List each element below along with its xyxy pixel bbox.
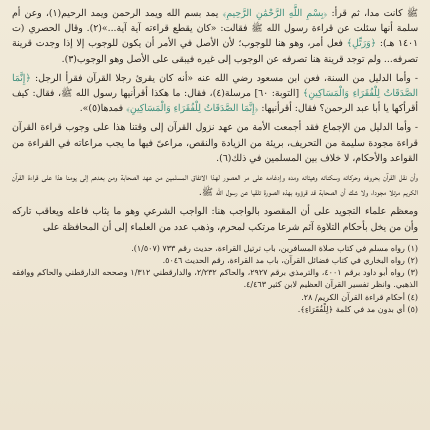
paragraph-text: (٥) xyxy=(88,103,101,115)
body-paragraph xyxy=(12,6,418,67)
paragraph-text: (٢) xyxy=(89,23,102,35)
quran-verse-text: ﴿إِنَّمَا الصَّدَقَاتُ لِلْفُقَرَاءِ وَالْمَسَاكِينِ﴾ xyxy=(126,103,259,115)
paragraph-text: . وقال الحصري (ت ١٤٠١ هـ): xyxy=(12,23,418,50)
paragraph-text: - وأما الدليل من الإجماع فقد أجمعت الأمة من عهد نزول القرآن إلى وقتنا هذا على وجوب قراءة القرآن قراءة مجودة سليمة من التحريف، بريئة من الزيادة والنقص، مراعىً فيها ما يجب مراعاته في القراءة من القواعد والأحكام، لا خلاف بين المسلمين في ذلك xyxy=(12,122,418,164)
paragraph-text: - وأما الدليل من السنة، فعن ابن مسعود رضي الله عنه «أنه كان يقرئ رجلا القرآن فقرأ الرجل: xyxy=(30,72,418,84)
paragraph-text: فمدها xyxy=(100,103,127,115)
quran-verse-text: ﴿بِسْمِ اللَّهِ الرَّحْمَٰنِ الرَّحِيمِ﴾ xyxy=(222,8,328,19)
quran-verse-text: ﴿وَرَتِّلِ﴾ xyxy=(346,38,377,50)
paragraph-text: ، فقال: ما هكذا أقرأنيها رسول الله ﷺ، فقال: كيف أقرأكها يا أبا عبد الرحمن؟ فقال: أقرأنيها: xyxy=(12,88,418,115)
paragraph-text: . xyxy=(61,53,65,65)
paragraph-text: ومعظم علماء التجويد على أن المقصود بالواجب هنا: الواجب الشرعي وهو ما يثاب فاعله ويعاقب تاركه وأن من يخل بأحكام التلاوة آثم شرعا مرتكب لمحرم، وذهب عدد من العلماء إلى أن المحافظة على xyxy=(12,206,418,233)
paragraph-text: فعل أمر، وهو هنا للوجوب؛ لأن الأصل في الأمر أن يكون للوجوب إلا إذا وجدت قرينة تصرفه... ولم توجد قرينة هنا تصرفه عن الوجوب إلى غيره فيبقى على الأصل وهو الوجوب xyxy=(12,38,418,65)
body-paragraph xyxy=(12,120,418,166)
body-text xyxy=(12,6,418,235)
paragraph-text: وأن نقل القرآن بحروفه وحركاته وسكناته وهيئاته ومده وإدغامه على مر العصور لهذا الاتفاق المسلمين من عهد الصحابة ومن بعدهم إلى يومنا هذا على قراءة القرآن الكريم مرتلا مجودا، ولا شك أن الصحابة قد قرؤوه بهذه الصورة تلقيا عن رسول الله ﷺ. xyxy=(12,172,418,199)
paragraph-text: يمد بسم الله ويمد الرحمن ويمد الرحيم xyxy=(61,8,223,19)
footnote-item: (٢) رواه البخاري في كتاب فضائل القرآن، باب مد القراءة، رقم الحديث ٥٠٤٦. xyxy=(162,256,418,266)
footnotes-list xyxy=(12,243,418,316)
body-paragraph xyxy=(12,170,418,200)
footnote-item: (٥) أي بدون مد في كلمة ﴿لِلْفُقَرَاءِ﴾. xyxy=(297,304,418,314)
footnote-item: (٣) رواه أبو داود برقم ٤٠٠١، والترمذي برقم ٢٩٢٧، والحاكم ٢/٢٣٢، والدارقطني ١/٣١٢ وصححه الدارقطني والحاكم ووافقه الذهبي. وانظر تفسير القرآن العظيم لابن كثير ٤/٤٦٣. xyxy=(12,268,418,290)
body-paragraph xyxy=(12,204,418,234)
footnote-item: (١) رواه مسلم في كتاب صلاة المسافرين، باب ترتيل القراءة، حديث رقم ٧٣٣ (١/٥٠٧). xyxy=(131,243,418,253)
paragraph-text: ». xyxy=(79,103,89,115)
footnote-item: (٤) أحكام قراءة القرآن الكريم/ ٢٨. xyxy=(301,292,418,302)
paragraph-text: (٤) xyxy=(212,88,225,100)
paragraph-text: (١) xyxy=(48,8,62,19)
paragraph-text: [التوبة: ٦٠] مرسلة xyxy=(224,88,303,100)
paragraph-text: (٦) xyxy=(219,152,232,164)
paragraph-text: ، وعن أم سلمة أنها سئلت عن قراءة رسول الله ﷺ فقالت: «كان يقطع قراءته آية آية...» xyxy=(12,8,419,35)
paragraph-text: ﷺ كانت مدا، ثم قرأ: xyxy=(327,8,418,19)
footnote-separator xyxy=(288,239,418,240)
paragraph-text: . xyxy=(216,152,220,164)
quran-verse-text: ﴿إِنَّمَا الصَّدَقَاتُ لِلْفُقَرَاءِ وَالْمَسَاكِينِ﴾ xyxy=(12,72,419,100)
paragraph-text: (٣) xyxy=(64,53,77,65)
body-paragraph xyxy=(12,71,418,117)
